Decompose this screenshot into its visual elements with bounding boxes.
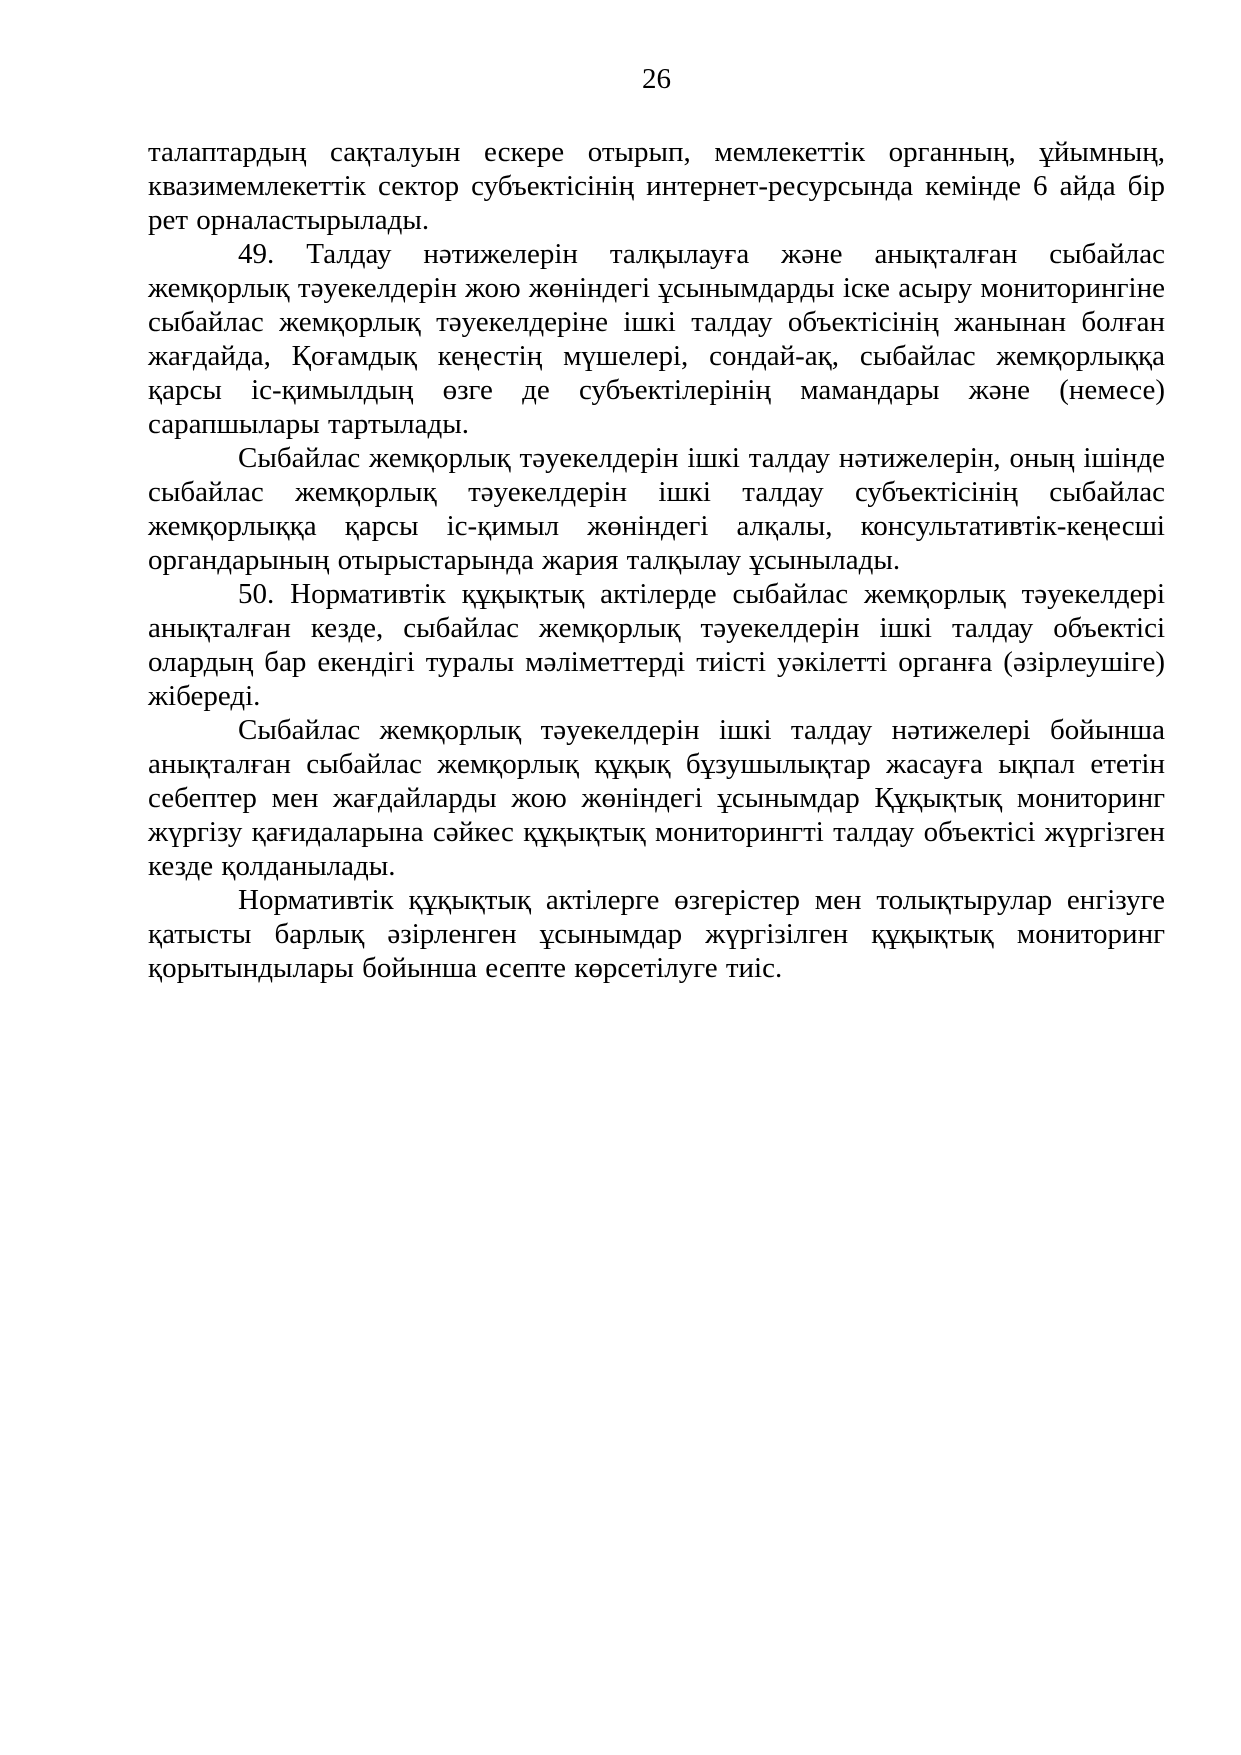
page-number: 26 [642, 63, 671, 95]
paragraph-point-49-cont: Сыбайлас жемқорлық тәуекелдерін ішкі талдау нәтижелерін, оның ішінде сыбайлас жемқорлық тәуекелдерін ішкі талдау субъектісінің сыбайлас жемқорлыққа қарсы іс-қимыл жөніндегі алқалы, консультативтік-кеңесші органдарының отырыстарында жария талқылау ұсынылады. [148, 442, 1165, 576]
document-body [148, 135, 1165, 985]
paragraph-continuation: талаптардың сақталуын ескере отырып, мемлекеттік органның, ұйымның, квазимемлекеттік сектор субъектісінің интернет-ресурсында кемінде 6 айда бір рет орналастырылады. [148, 136, 1165, 236]
paragraph-final: Нормативтік құқықтық актілерге өзгерістер мен толықтырулар енгізуге қатысты барлық әзірленген ұсынымдар жүргізілген құқықтық мониторинг қорытындылары бойынша есепте көрсетілуге тиіс. [148, 884, 1165, 984]
paragraph-point-49: 49. Талдау нәтижелерін талқылауға және анықталған сыбайлас жемқорлық тәуекелдерін жою жөніндегі ұсынымдарды іске асыру мониторингіне сыбайлас жемқорлық тәуекелдеріне ішкі талдау объектісінің жанынан болған жағдайда, Қоғамдық кеңестің мүшелері, сондай-ақ, сыбайлас жемқорлыққа қарсы іс-қимылдың өзге де субъектілерінің мамандары және (немесе) сарапшылары тартылады. [148, 238, 1165, 440]
paragraph-point-50-cont: Сыбайлас жемқорлық тәуекелдерін ішкі талдау нәтижелері бойынша анықталған сыбайлас жемқорлық құқық бұзушылықтар жасауға ықпал ететін себептер мен жағдайларды жою жөніндегі ұсынымдар Құқықтық мониторинг жүргізу қағидаларына сәйкес құқықтық мониторингті талдау объектісі жүргізген кезде қолданылады. [148, 714, 1165, 882]
paragraph-point-50: 50. Нормативтік құқықтық актілерде сыбайлас жемқорлық тәуекелдері анықталған кезде, сыбайлас жемқорлық тәуекелдерін ішкі талдау объектісі олардың бар екендігі туралы мәліметтерді тиісті уәкілетті органға (әзірлеушіге) жібереді. [148, 578, 1165, 712]
